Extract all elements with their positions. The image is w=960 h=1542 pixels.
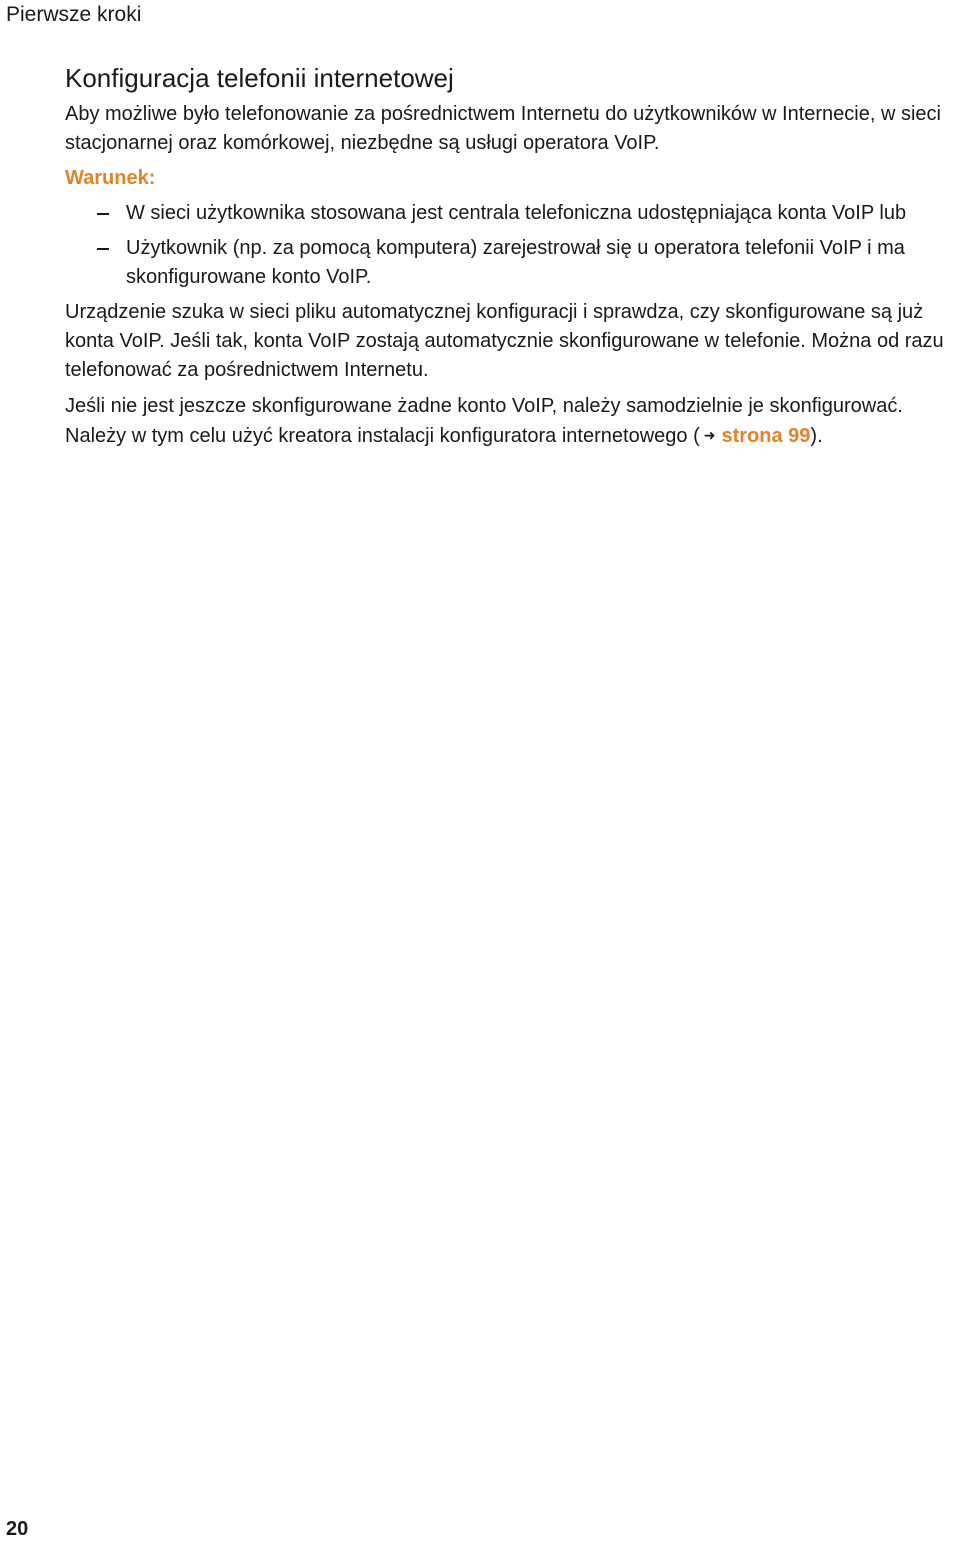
section-header: Pierwsze kroki (6, 3, 142, 26)
arrow-right-icon: ➜ (703, 427, 716, 443)
condition-label: Warunek: (65, 167, 156, 189)
auto-config-paragraph: Urządzenie szuka w sieci pliku automatycznej konfiguracji i sprawdza, czy skonfigurowane są już konta VoIP. Jeśli tak, konta VoIP zostają automatycznie skonfigurowane w telefonie. Można od razu telefonować za pośrednictwem Internetu. (65, 301, 944, 381)
manual-config-text: Jeśli nie jest jeszcze skonfigurowane żadne konto VoIP, należy samodzielnie je skonfigurować. Należy w tym celu użyć kreatora instalacji konfiguratora internetowego (65, 395, 903, 447)
open-paren: ( (693, 425, 700, 447)
list-item (65, 199, 945, 228)
main-content (65, 62, 945, 451)
dash-bullet-icon (97, 248, 109, 250)
condition-list (65, 199, 945, 292)
list-item-text: W sieci użytkownika stosowana jest centrala telefoniczna udostępniająca konta VoIP lub (126, 202, 907, 224)
page-title: Konfiguracja telefonii internetowej (65, 63, 454, 93)
list-item-text: Użytkownik (np. za pomocą komputera) zarejestrował się u operatora telefonii VoIP i ma skonfigurowane konto VoIP. (126, 237, 905, 288)
close-paren: ). (810, 425, 823, 447)
dash-bullet-icon (97, 213, 109, 215)
manual-config-paragraph (65, 392, 945, 451)
page-reference-link[interactable]: strona 99 (721, 425, 811, 447)
intro-paragraph: Aby możliwe było telefonowanie za pośrednictwem Internetu do użytkowników w Internecie, w sieci stacjonarnej oraz komórkowej, niezbędne są usługi operatora VoIP. (65, 103, 941, 154)
list-item (65, 234, 945, 292)
page-number: 20 (6, 1518, 29, 1540)
